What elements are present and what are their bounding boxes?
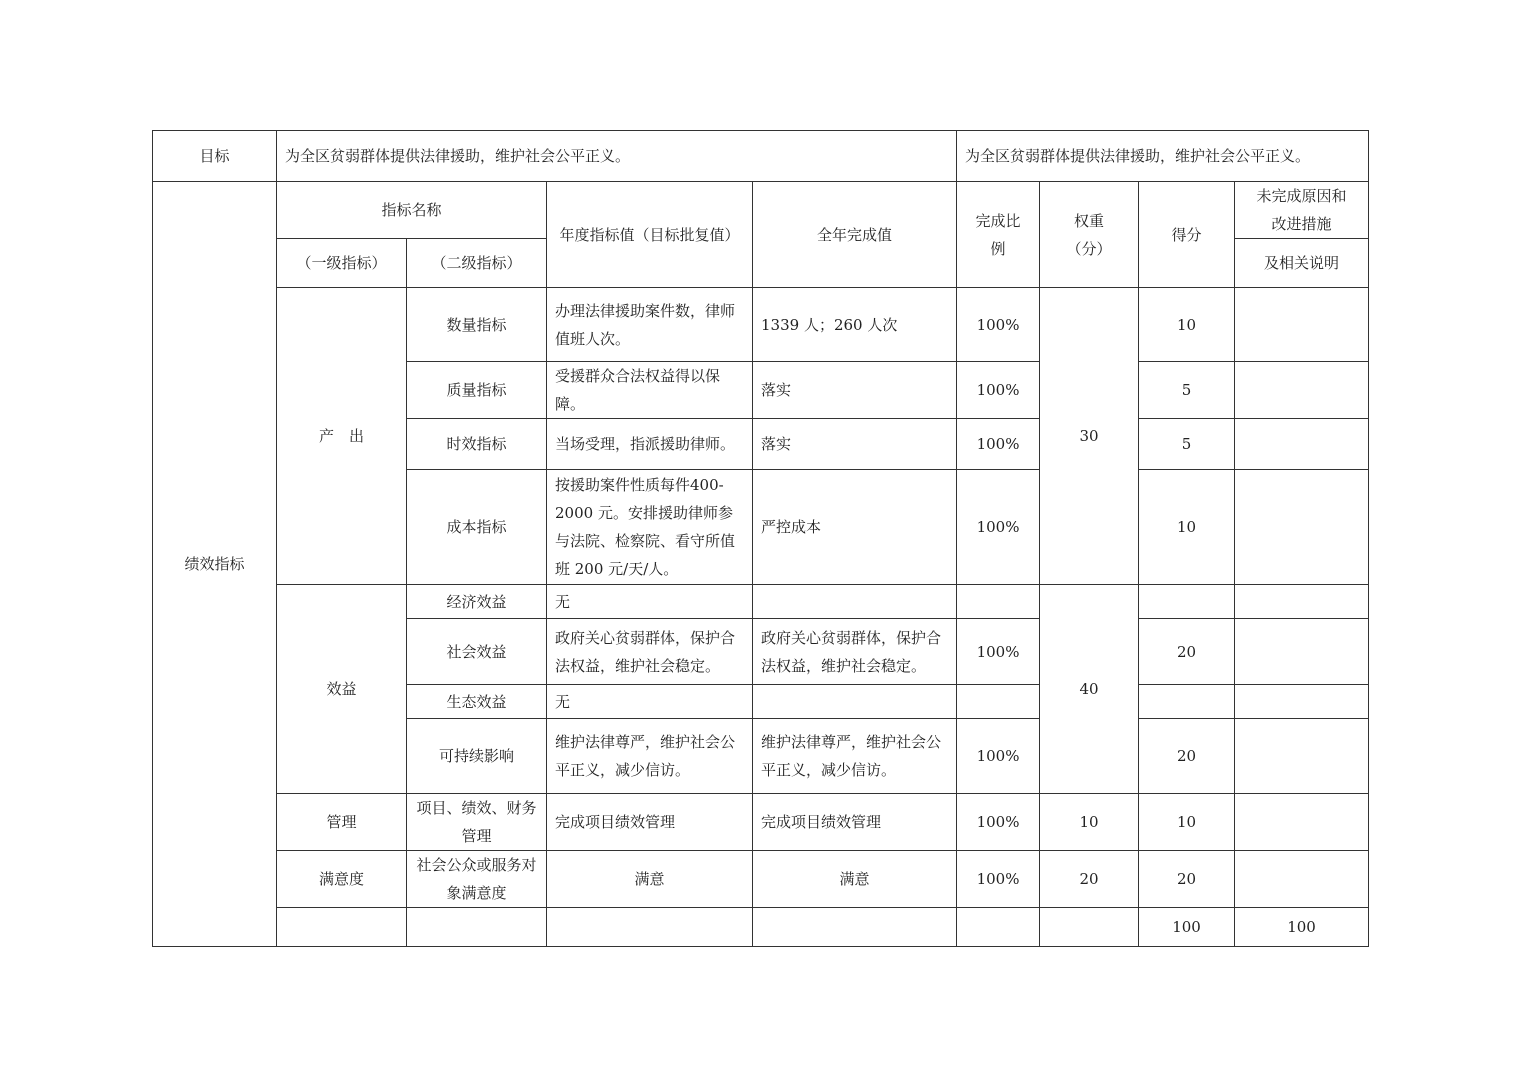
- row-name: 生态效益: [407, 685, 547, 719]
- row-target: 完成项目绩效管理: [547, 794, 753, 851]
- row-target: 满意: [547, 851, 753, 908]
- totals-empty-3: [753, 908, 957, 947]
- row-name: 项目、绩效、财务管理: [407, 794, 547, 851]
- row-score: 10: [1139, 470, 1235, 585]
- goal-row: [153, 131, 1369, 182]
- group-output: [277, 288, 407, 585]
- row-name: 社会效益: [407, 619, 547, 685]
- row-score: 20: [1139, 719, 1235, 794]
- row-ratio: 100%: [957, 362, 1040, 419]
- row-ratio: 100%: [957, 619, 1040, 685]
- header-score: 得分: [1139, 182, 1235, 288]
- table-row: [153, 585, 1369, 619]
- row-ratio: 100%: [957, 419, 1040, 470]
- row-score: [1139, 585, 1235, 619]
- row-ratio: 100%: [957, 851, 1040, 908]
- row-ratio: 100%: [957, 470, 1040, 585]
- row-target: 办理法律援助案件数，律师值班人次。: [547, 288, 753, 362]
- header-completion-ratio-line1: 完成比: [975, 211, 1021, 230]
- group-management-weight: 10: [1040, 794, 1139, 851]
- header-level2: （二级指标）: [407, 239, 547, 288]
- row-note: [1235, 794, 1369, 851]
- row-target: 当场受理，指派援助律师。: [547, 419, 753, 470]
- totals-score: 100: [1235, 908, 1369, 947]
- header-annual-actual: 全年完成值: [753, 182, 957, 288]
- row-actual: 严控成本: [753, 470, 957, 585]
- row-actual: 完成项目绩效管理: [753, 794, 957, 851]
- header-annual-target: 年度指标值（目标批复值）: [547, 182, 753, 288]
- header-completion-ratio: [957, 182, 1040, 288]
- row-actual: [753, 685, 957, 719]
- table-row: [153, 794, 1369, 851]
- goal-planned: 为全区贫弱群体提供法律援助，维护社会公平正义。: [277, 131, 957, 182]
- row-name: 成本指标: [407, 470, 547, 585]
- header-weight: [1040, 182, 1139, 288]
- totals-empty-5: [1040, 908, 1139, 947]
- row-ratio: 100%: [957, 288, 1040, 362]
- totals-empty-2: [547, 908, 753, 947]
- row-name: 质量指标: [407, 362, 547, 419]
- header-reason-line3: 及相关说明: [1235, 239, 1369, 288]
- row-score: 10: [1139, 794, 1235, 851]
- row-actual: 维护法律尊严，维护社会公平正义，减少信访。: [753, 719, 957, 794]
- totals-label: [277, 908, 407, 947]
- row-actual: 满意: [753, 851, 957, 908]
- row-note: [1235, 585, 1369, 619]
- group-output-label: 产 出: [318, 427, 364, 445]
- row-note: [1235, 419, 1369, 470]
- row-score: 20: [1139, 619, 1235, 685]
- goal-label: 目标: [153, 131, 277, 182]
- row-ratio: 100%: [957, 719, 1040, 794]
- group-satisfaction-weight: 20: [1040, 851, 1139, 908]
- table-row: [153, 851, 1369, 908]
- header-level1: （一级指标）: [277, 239, 407, 288]
- header-row-1: [153, 182, 1369, 239]
- row-actual: 落实: [753, 419, 957, 470]
- totals-empty-4: [957, 908, 1040, 947]
- totals-empty-1: [407, 908, 547, 947]
- row-target: 无: [547, 585, 753, 619]
- row-score: 20: [1139, 851, 1235, 908]
- row-note: [1235, 362, 1369, 419]
- table-row: [153, 288, 1369, 362]
- header-reason-line1: 未完成原因和: [1256, 187, 1347, 205]
- row-name: 可持续影响: [407, 719, 547, 794]
- row-score: 5: [1139, 419, 1235, 470]
- row-note: [1235, 719, 1369, 794]
- row-name: 经济效益: [407, 585, 547, 619]
- header-completion-ratio-line2: 例: [990, 239, 1006, 258]
- goal-actual: 为全区贫弱群体提供法律援助，维护社会公平正义。: [957, 131, 1369, 182]
- group-benefit: 效益: [277, 585, 407, 794]
- header-indicator-name: 指标名称: [277, 182, 547, 239]
- group-output-weight: 30: [1040, 288, 1139, 585]
- group-satisfaction: 满意度: [277, 851, 407, 908]
- row-actual: 落实: [753, 362, 957, 419]
- row-target: 受援群众合法权益得以保障。: [547, 362, 753, 419]
- totals-weight: 100: [1139, 908, 1235, 947]
- row-note: [1235, 851, 1369, 908]
- row-score: 5: [1139, 362, 1235, 419]
- row-target: 无: [547, 685, 753, 719]
- performance-table: [152, 130, 1369, 947]
- row-name: 数量指标: [407, 288, 547, 362]
- header-reason: [1235, 182, 1369, 239]
- row-score: 10: [1139, 288, 1235, 362]
- totals-row: [153, 908, 1369, 947]
- row-actual: [753, 585, 957, 619]
- row-note: [1235, 470, 1369, 585]
- row-ratio: [957, 685, 1040, 719]
- row-actual: 1339 人；260 人次: [753, 288, 957, 362]
- row-name: 时效指标: [407, 419, 547, 470]
- row-actual: 政府关心贫弱群体，保护合法权益，维护社会稳定。: [753, 619, 957, 685]
- row-target: 政府关心贫弱群体，保护合法权益，维护社会稳定。: [547, 619, 753, 685]
- group-benefit-weight: 40: [1040, 585, 1139, 794]
- row-score: [1139, 685, 1235, 719]
- row-note: [1235, 619, 1369, 685]
- row-name: 社会公众或服务对象满意度: [407, 851, 547, 908]
- section-label: 绩效指标: [153, 182, 277, 947]
- header-weight-line2: （分）: [1066, 239, 1112, 258]
- row-target: 维护法律尊严，维护社会公平正义，减少信访。: [547, 719, 753, 794]
- group-management: 管理: [277, 794, 407, 851]
- row-ratio: [957, 585, 1040, 619]
- row-note: [1235, 288, 1369, 362]
- header-reason-line2: 改进措施: [1271, 215, 1332, 233]
- header-weight-line1: 权重: [1074, 211, 1105, 230]
- row-note: [1235, 685, 1369, 719]
- row-target: 按援助案件性质每件400-2000 元。安排援助律师参与法院、检察院、看守所值班 200 元/天/人。: [547, 470, 753, 585]
- row-ratio: 100%: [957, 794, 1040, 851]
